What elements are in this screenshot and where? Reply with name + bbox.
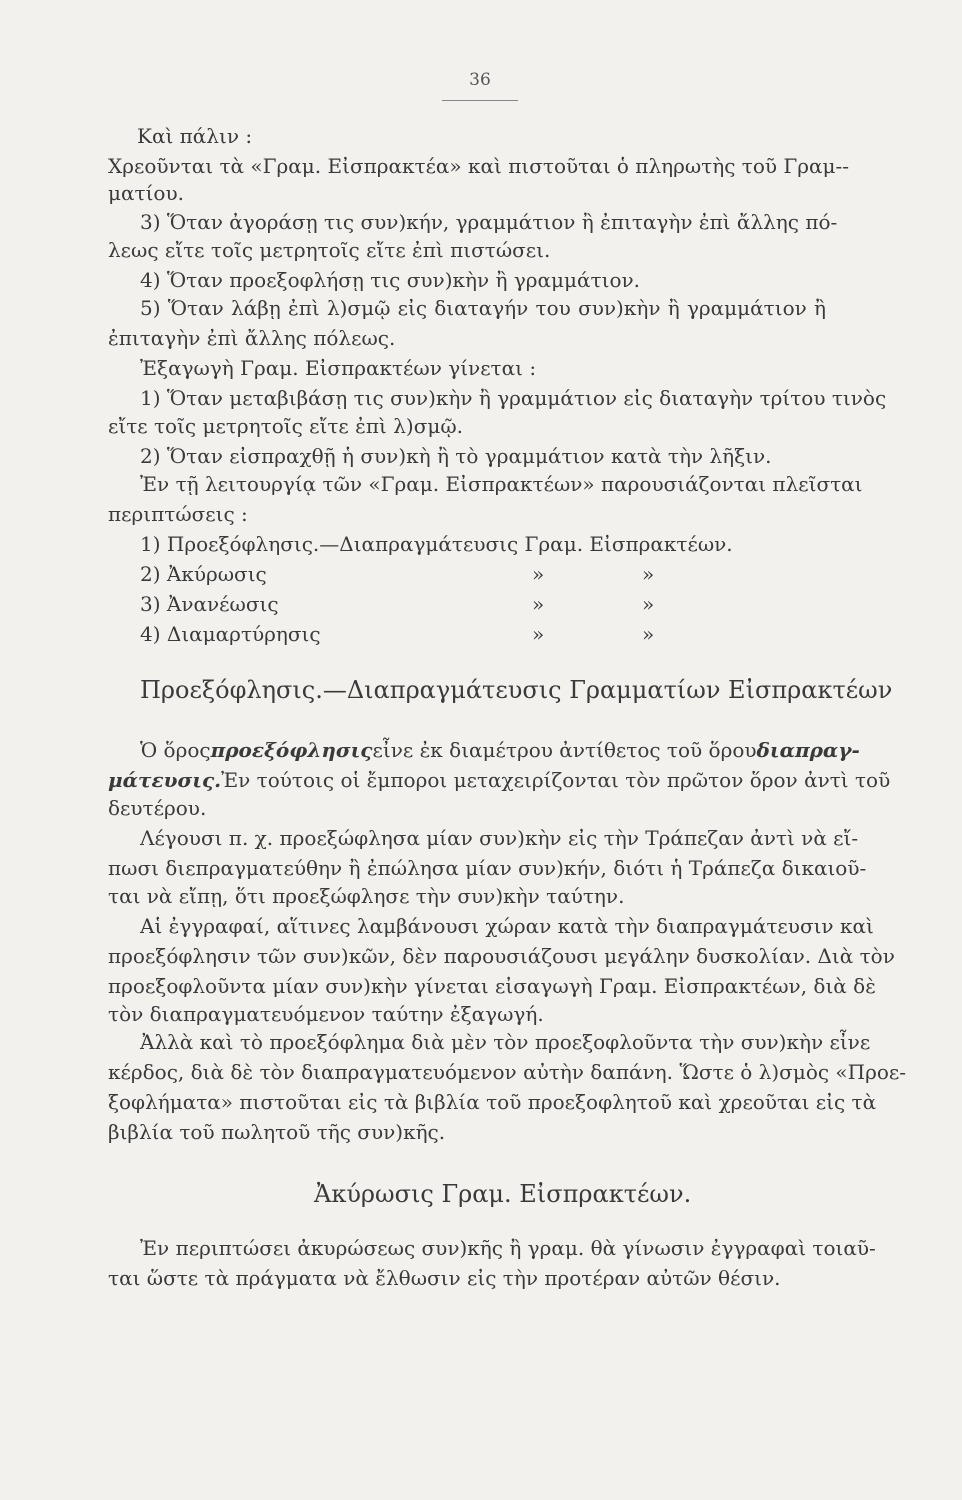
text-line: 1) Ὅταν μεταβιβάσῃ τις συν)κὴν ἢ γραμμάτιον εἰς διαταγὴν τρίτου τινὸς (140, 386, 887, 410)
text-line: Ἐν τῇ λειτουργίᾳ τῶν «Γραμ. Εἰσπρακτέων» παρουσιάζονται πλεῖσται (140, 472, 863, 496)
text-line: προεξόφλησιν τῶν συν)κῶν, δὲν παρουσιάζουσι μεγάλην δυσκολίαν. Διὰ τὸν (108, 944, 895, 968)
text-line: 4) Διαμαρτύρησις (140, 622, 321, 646)
text-line: 3) Ἀνανέωσις (140, 592, 279, 616)
text-line: ματίου. (108, 181, 184, 205)
text-line: κέρδος, διὰ δὲ τὸν διαπραγματευόμενον αὐτὴν δαπάνη. Ὥστε ὁ λ)σμὸς «Προε- (108, 1060, 907, 1084)
text-line: Χρεοῦνται τὰ «Γραμ. Εἰσπρακτέα» καὶ πιστοῦται ὁ πληρωτὴς τοῦ Γραμ-- (108, 154, 850, 178)
text-line: 2) Ἀκύρωσις (140, 562, 267, 586)
text-line: εἴτε τοῖς μετρητοῖς εἴτε ἐπὶ λ)σμῷ. (108, 414, 464, 438)
paragraph-line (108, 768, 891, 792)
text-span: Ὁ ὅρος (140, 738, 211, 762)
bold-term: μάτευσις. (108, 768, 222, 792)
text-line: 5) Ὅταν λάβῃ ἐπὶ λ)σμῷ εἰς διαταγήν του συν)κὴν ἢ γραμμάτιον ἢ (140, 296, 826, 320)
ditto-mark: » (532, 622, 545, 646)
text-line: Ἐξαγωγὴ Γραμ. Εἰσπρακτέων γίνεται : (140, 356, 537, 380)
text-line: 1) Προεξόφλησις.—Διαπραγμάτευσις Γραμ. Εἰσπρακτέων. (140, 532, 733, 556)
text-line: πωσι διεπραγματεύθην ἢ ἐπώλησα μίαν συν)κήν, διότι ἡ Τράπεζα δικαιοῦ- (108, 856, 867, 880)
bold-term: διαπραγ- (756, 738, 860, 762)
page-number: 36 (469, 70, 491, 90)
text-line: Ἐν περιπτώσει ἀκυρώσεως συν)κῆς ἢ γραμ. θὰ γίνωσιν ἐγγραφαὶ τοιαῦ- (140, 1236, 876, 1260)
ditto-mark: » (642, 592, 655, 616)
text-span: Ἐν τούτοις οἱ ἔμποροι μεταχειρίζονται τὸν πρῶτον ὅρον ἀντὶ τοῦ (221, 768, 891, 792)
section-heading: Ἀκύρωσις Γραμ. Εἰσπρακτέων. (314, 1180, 692, 1208)
text-line: ξοφλήματα» πιστοῦται εἰς τὰ βιβλία τοῦ προεξοφλητοῦ καὶ χρεοῦται εἰς τὰ (108, 1090, 877, 1114)
page-number-rule (442, 100, 518, 101)
text-line: λεως εἴτε τοῖς μετρητοῖς εἴτε ἐπὶ πιστώσει. (108, 238, 551, 262)
text-line: δευτέρου. (108, 796, 207, 820)
text-span: εἶνε ἐκ διαμέτρου ἀντίθετος τοῦ ὅρου (372, 738, 757, 762)
bold-term: προεξόφλησις (210, 738, 373, 762)
text-line: Ἀλλὰ καὶ τὸ προεξόφλημα διὰ μὲν τὸν προεξοφλοῦντα τὴν συν)κὴν εἶνε (140, 1030, 871, 1054)
ditto-mark: » (642, 562, 655, 586)
ditto-mark: » (532, 592, 545, 616)
paragraph-line (140, 738, 860, 762)
text-line: ται ὥστε τὰ πράγματα νὰ ἔλθωσιν εἰς τὴν προτέραν αὐτῶν θέσιν. (108, 1266, 781, 1290)
text-line: ἐπιταγὴν ἐπὶ ἄλλης πόλεως. (108, 326, 396, 350)
text-line: βιβλία τοῦ πωλητοῦ τῆς συν)κῆς. (108, 1120, 446, 1144)
text-line: Λέγουσι π. χ. προεξώφλησα μίαν συν)κὴν εἰς τὴν Τράπεζαν ἀντὶ νὰ εἴ- (140, 826, 859, 850)
text-line: Αἱ ἐγγραφαί, αἵτινες λαμβάνουσι χώραν κατὰ τὴν διαπραγμάτευσιν καὶ (140, 914, 874, 938)
text-line: 2) Ὅταν εἰσπραχθῇ ἡ συν)κὴ ἢ τὸ γραμμάτιον κατὰ τὴν λῆξιν. (140, 444, 772, 468)
section-heading: Προεξόφλησις.—Διαπραγμάτευσις Γραμματίων Εἰσπρακτέων (140, 676, 893, 704)
text-line: ται νὰ εἴπῃ, ὅτι προεξώφλησε τὴν συν)κὴν ταύτην. (108, 884, 625, 908)
text-line: τὸν διαπραγματευόμενον ταύτην ἐξαγωγή. (108, 1002, 544, 1026)
text-line: προεξοφλοῦντα μίαν συν)κὴν γίνεται εἰσαγωγὴ Γραμ. Εἰσπρακτέων, διὰ δὲ (108, 974, 876, 998)
text-line: Καὶ πάλιν : (137, 124, 253, 148)
text-line: 4) Ὅταν προεξοφλήσῃ τις συν)κὴν ἢ γραμμάτιον. (140, 268, 641, 292)
ditto-mark: » (642, 622, 655, 646)
ditto-mark: » (532, 562, 545, 586)
text-line: 3) Ὅταν ἀγοράσῃ τις συν)κήν, γραμμάτιον ἢ ἐπιταγὴν ἐπὶ ἄλλης πό- (140, 210, 838, 234)
text-line: περιπτώσεις : (108, 502, 248, 526)
